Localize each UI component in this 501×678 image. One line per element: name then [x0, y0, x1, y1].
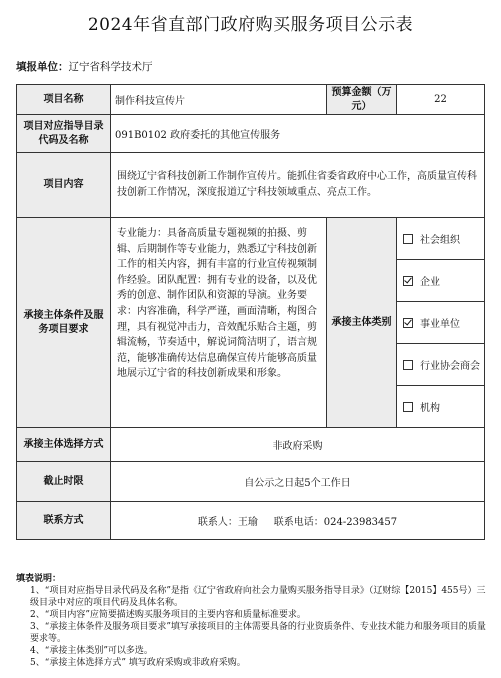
subject-type-label: 承接主体类别: [327, 218, 397, 428]
notes-heading: 填表说明：: [16, 574, 62, 584]
budget-value: 22: [397, 85, 485, 115]
option-label: 企业: [420, 277, 440, 288]
subject-type-list: [397, 218, 484, 427]
option-label: 行业协会商会: [420, 361, 480, 372]
row-requirements: [17, 218, 485, 428]
subject-type-option[interactable]: [397, 386, 484, 428]
deadline-label: 截止时限: [17, 462, 111, 502]
checkbox-checked-icon[interactable]: [403, 318, 413, 328]
option-label: 机构: [420, 403, 440, 414]
catalog-label: 项目对应指导目录代码及名称: [17, 115, 111, 153]
note-item: 4、“承接主体类别”可以多选。: [30, 646, 153, 656]
contact-phone-label: 联系电话：: [273, 517, 324, 528]
checkbox-icon[interactable]: [403, 234, 413, 244]
requirements-label: 承接主体条件及服务项目要求: [17, 218, 111, 428]
project-name-label: 项目名称: [17, 85, 111, 115]
note-item: 3、“承接主体条件及服务项目要求”填写承接项目的主体需要具备的行业资质条件、专业技术能力和服务项目的质量要求等。: [30, 622, 486, 644]
subject-type-option[interactable]: [397, 218, 484, 260]
page-title: 2024年省直部门政府购买服务项目公示表: [87, 15, 414, 35]
reporting-unit: [16, 59, 153, 74]
row-project-name: [17, 85, 485, 115]
contact-person: 王瑜: [237, 517, 258, 528]
option-label: 社会组织: [420, 235, 460, 246]
publication-form-table: [16, 84, 485, 540]
requirements-value: 专业能力：具备高质量专题视频的拍摄、剪辑、后期制作等专业能力，熟悉辽宁科技创新工作的相关内容，拥有丰富的行业宣传视频制作经验。团队配置：拥有专业的设备，以及优秀的创意、制作团队和资源的导演。业务要求：内容准确，科学严谨，画面清晰，构图合理，具有视觉冲击力，音效配乐贴合主题，剪辑流畅，节奏适中，解说词简洁明了，语言规范，能够准确传达信息确保宣传片能够高质量地展示辽宁省的科技创新成果和形象。: [111, 218, 327, 428]
contact-label: 联系方式: [17, 502, 111, 540]
note-item: 5、“承接主体选择方式” 填写政府采购或非政府采购。: [30, 658, 246, 668]
deadline-value: 自公示之日起5个工作日: [111, 462, 485, 502]
note-item: 1、“项目对应指导目录代码及名称”是指《辽宁省政府向社会力量购买服务指导目录》（辽财综【2015】455号）三级目录中对应的项目代码及具体名称。: [30, 586, 486, 608]
contact-phone: 024-23983457: [323, 517, 398, 528]
project-name-value: 制作科技宣传片: [111, 85, 327, 115]
note-item: 2、“项目内容”应简要描述购买服务项目的主要内容和质量标准要求。: [30, 610, 306, 620]
contact-person-label: 联系人：: [197, 517, 238, 528]
subject-type-options: [397, 218, 485, 428]
reporting-unit-value: 辽宁省科学技术厅: [68, 61, 153, 73]
row-contact: [17, 502, 485, 540]
checkbox-checked-icon[interactable]: [403, 276, 413, 286]
row-catalog: [17, 115, 485, 153]
catalog-value: 091B0102 政府委托的其他宣传服务: [111, 115, 485, 153]
selection-value: 非政府采购: [111, 428, 485, 462]
budget-label: 预算金额（万元）: [327, 85, 397, 115]
option-label: 事业单位: [420, 319, 460, 330]
checkbox-icon[interactable]: [403, 402, 413, 412]
fill-instructions: [16, 573, 486, 669]
content-label: 项目内容: [17, 153, 111, 218]
reporting-unit-label: 填报单位：: [16, 61, 69, 73]
subject-type-option[interactable]: [397, 302, 484, 344]
row-selection: [17, 428, 485, 462]
content-value: 围绕辽宁省科技创新工作制作宣传片。能抓住省委省政府中心工作，高质量宣传科技创新工作情况，深度报道辽宁科技领域重点、亮点工作。: [111, 153, 485, 218]
selection-label: 承接主体选择方式: [17, 428, 111, 462]
row-deadline: [17, 462, 485, 502]
subject-type-option[interactable]: [397, 344, 484, 386]
subject-type-option[interactable]: [397, 260, 484, 302]
contact-value: [111, 502, 485, 540]
row-content: [17, 153, 485, 218]
checkbox-icon[interactable]: [403, 360, 413, 370]
